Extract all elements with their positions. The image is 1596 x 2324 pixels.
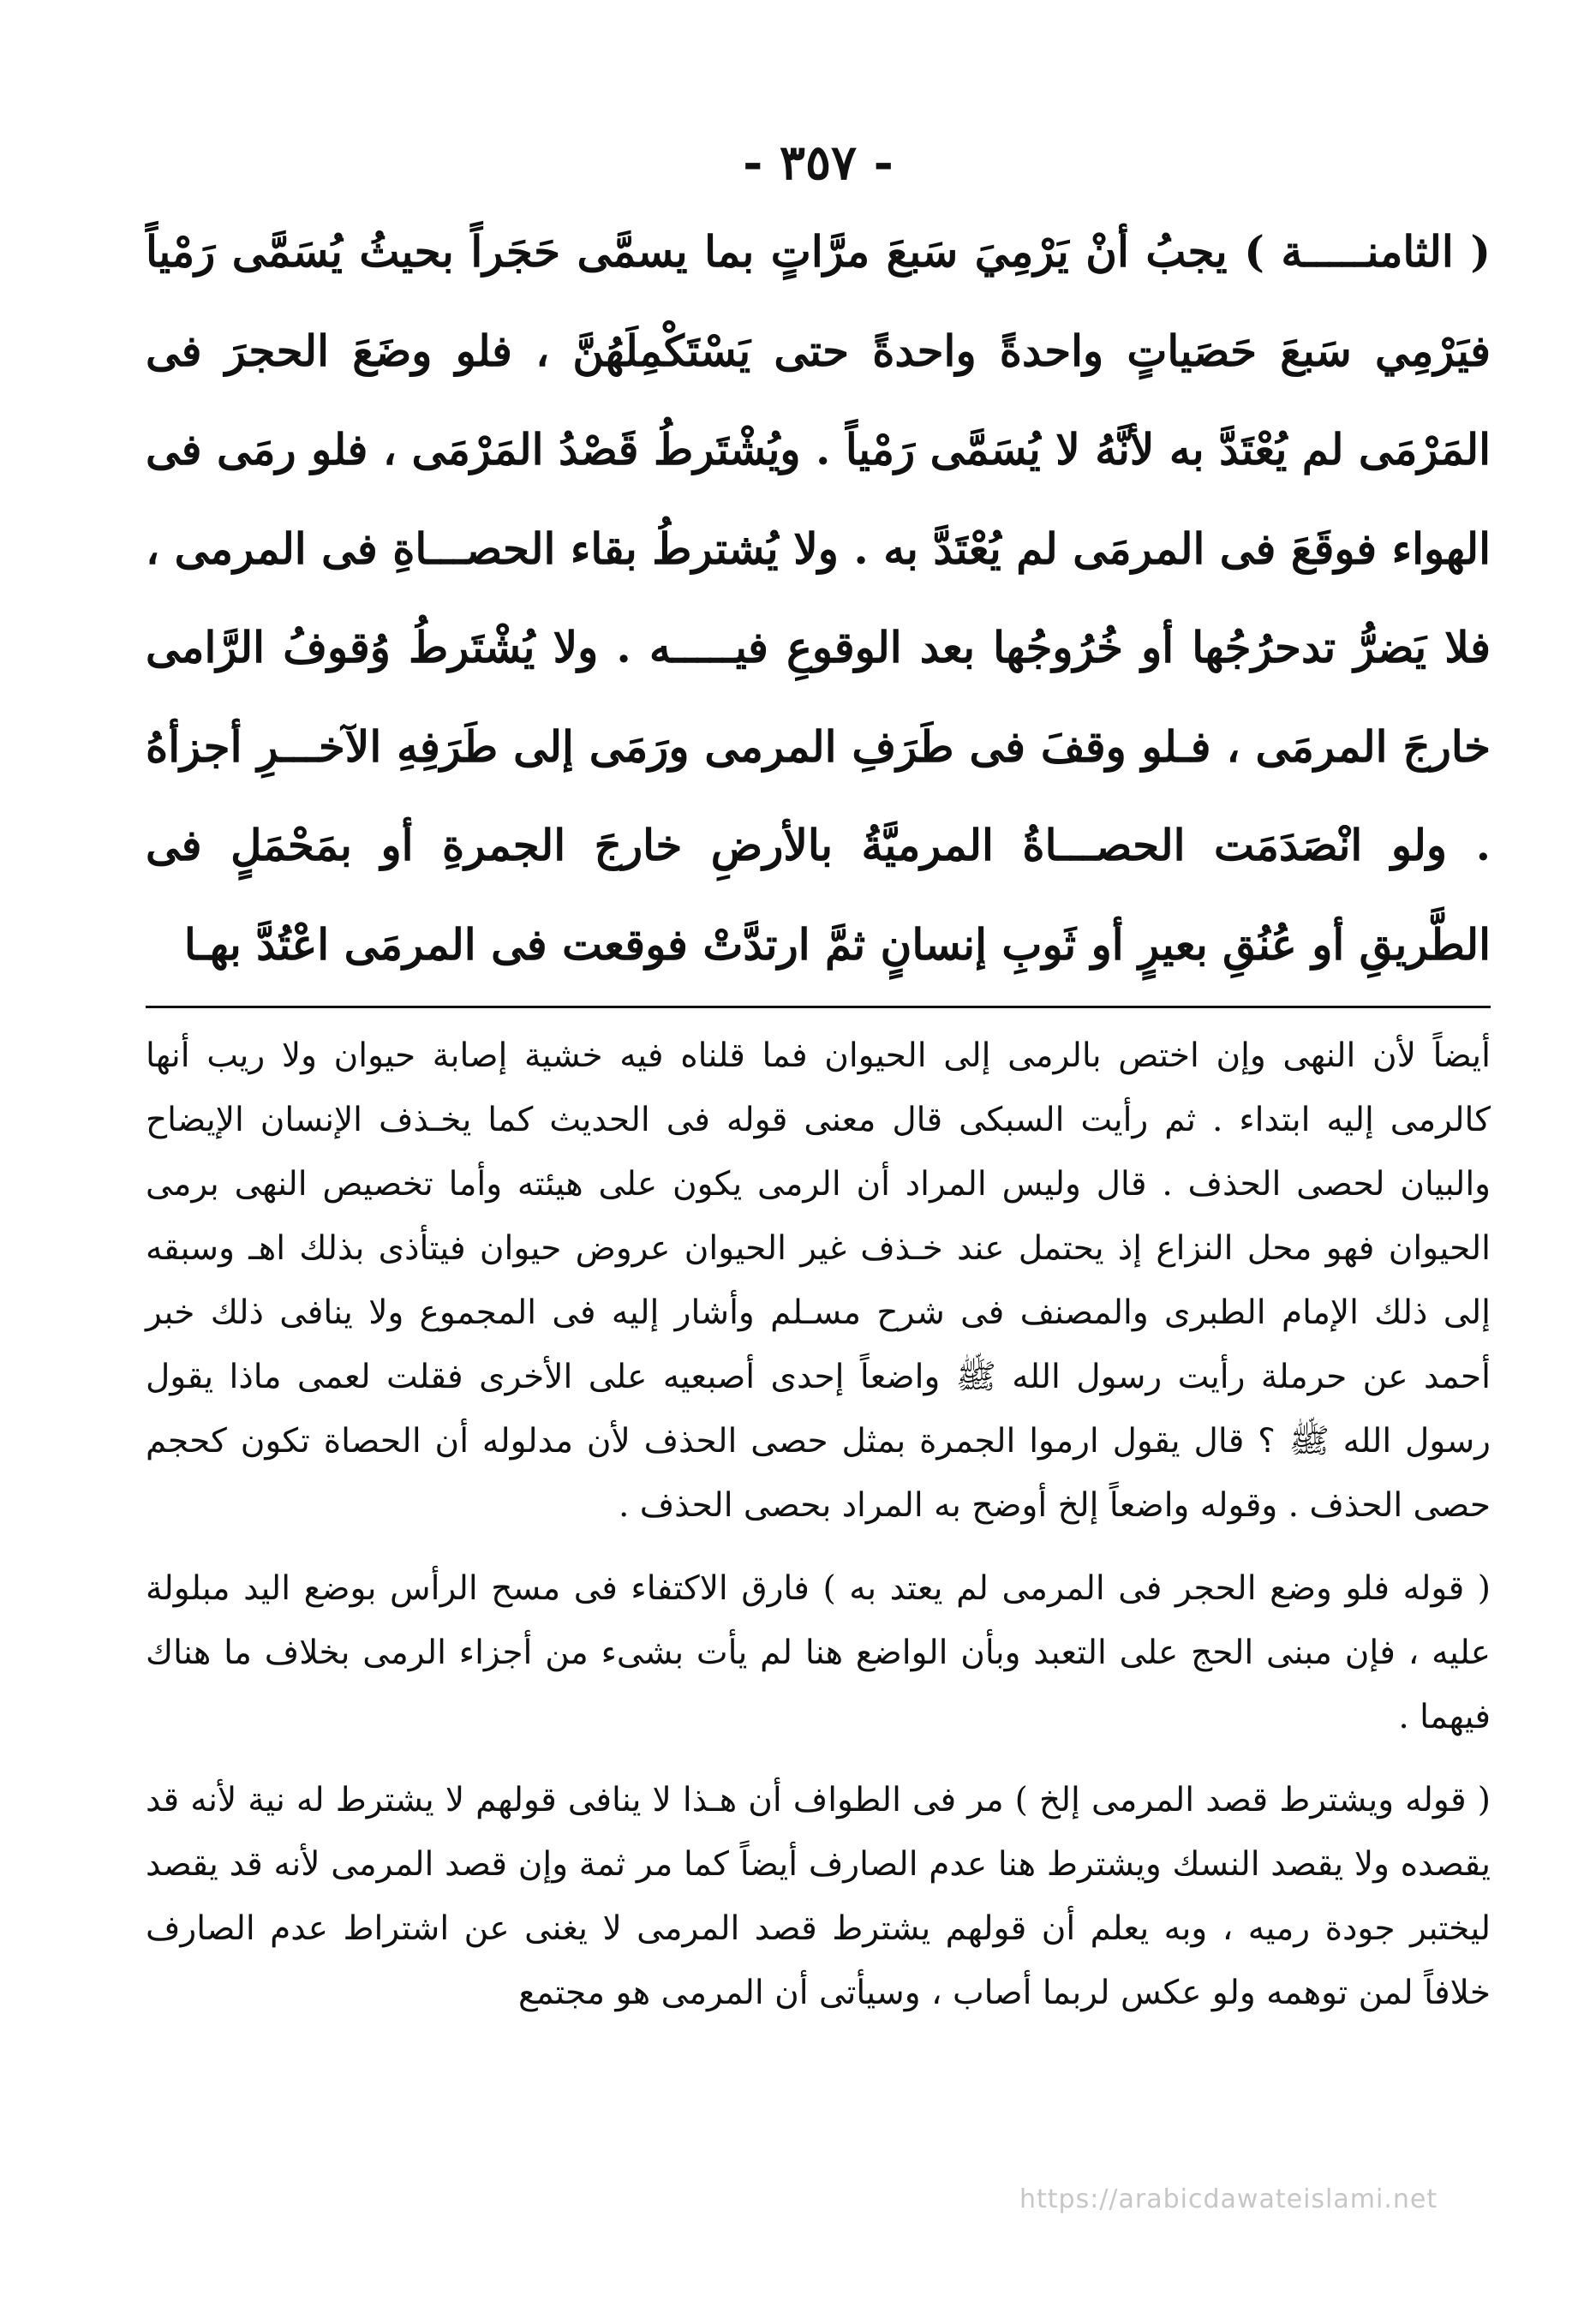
footnote-divider xyxy=(146,1006,1491,1008)
commentary-paragraph-2: ( قوله فلو وضع الحجر فى المرمى لم يعتد به ) فارق الاكتفاء فى مسح الرأس بوضع اليد مبلولة عليه ، فإن مبنى الحج على التعبد وبأن الواضع هنا لم يأت بشىء من أجزاء الرمى بخلاف ما هناك فيهما . xyxy=(146,1569,1491,1736)
main-text-block xyxy=(146,202,1491,994)
commentary-block xyxy=(146,1024,1491,2025)
document-page xyxy=(146,128,1491,2227)
commentary-paragraph-3: ( قوله ويشترط قصد المرمى إلخ ) مر فى الطواف أن هـذا لا ينافى قولهم لا يشترط له نية لأنه قد يقصده ولا يقصد النسك ويشترط هنا عدم الصارف أيضاً كما مر ثمة وإن قصد المرمى لأنه قد يقصد ليختبر جودة رميه ، وبه يعلم أن قولهم يشترط قصد المرمى لا يغنى عن اشتراط عدم الصارف خلافاً لمن توهمه ولو عكس لربما أصاب ، وسيأتى أن المرمى هو مجتمع xyxy=(146,1781,1491,2012)
page-number: - ٣٥٧ - xyxy=(743,134,894,191)
main-paragraph: ( الثامنـــــة ) يجبُ أنْ يَرْمِيَ سَبعَ مرَّاتٍ بما يسمَّى حَجَراً بحيثُ يُسَمَّى رَمْياً فيَرْمِي سَبعَ حَصَياتٍ واحدةً واحدةً حتى يَسْتَكْمِلَهُنَّ ، فلو وضَعَ الحجرَ فى المَرْمَى لم يُعْتَدَّ به لأنَّهُ لا يُسَمَّى رَمْياً . ويُشْتَرطُ قَصْدُ المَرْمَى ، فلو رمَى فى الهواء فوقَعَ فى المرمَى لم يُعْتَدَّ به . ولا يُشترطُ بقاء الحصـــاةِ فى المرمى ، فلا يَضرُّ تدحرُجُها أو خُرُوجُها بعد الوقوعِ فيـــــه . ولا يُشْتَرطُ وُقوفُ الرَّامى خارجَ المرمَى ، فـلو وقفَ فى طَرَفِ المرمى ورَمَى إلى طَرَفِهِ الآخـــرِ أجزأهُ . ولو انْصَدَمَت الحصـــاةُ المرميَّةُ بالأرضِ خارجَ الجمرةِ أو بمَحْمَلٍ فى الطَّريقِ أو عُنُقِ بعيرٍ أو ثَوبِ إنسانٍ ثمَّ ارتدَّتْ فوقعت فى المرمَى اعْتُدَّ بهـا xyxy=(146,226,1491,970)
watermark-url: https://arabicdawateislami.net xyxy=(1019,2184,1438,2214)
commentary-paragraph-1: أيضاً لأن النهى وإن اختص بالرمى إلى الحيوان فما قلناه فيه خشية إصابة حيوان ولا ريب أنها كالرمى إليه ابتداء . ثم رأيت السبكى قال معنى قوله فى الحديث كما يخـذف الإنسان الإيضاح والبيان لحصى الحذف . قال وليس المراد أن الرمى يكون على هيئته وأما تخصيص النهى برمى الحيوان فهو محل النزاع إذ يحتمل عند خـذف غير الحيوان عروض حيوان فيتأذى بذلك اهـ وسبقه إلى ذلك الإمام الطبرى والمصنف فى شرح مسـلم وأشار إليه فى المجموع ولا ينافى ذلك خبر أحمد عن حرملة رأيت رسول الله ﷺ واضعاً إحدى أصبعيه على الأخرى فقلت لعمى ماذا يقول رسول الله ﷺ ؟ قال يقول ارموا الجمرة بمثل حصى الحذف لأن مدلوله أن الحصاة تكون كحجم حصى الحذف . وقوله واضعاً إلخ أوضح به المراد بحصى الحذف . xyxy=(146,1037,1491,1525)
